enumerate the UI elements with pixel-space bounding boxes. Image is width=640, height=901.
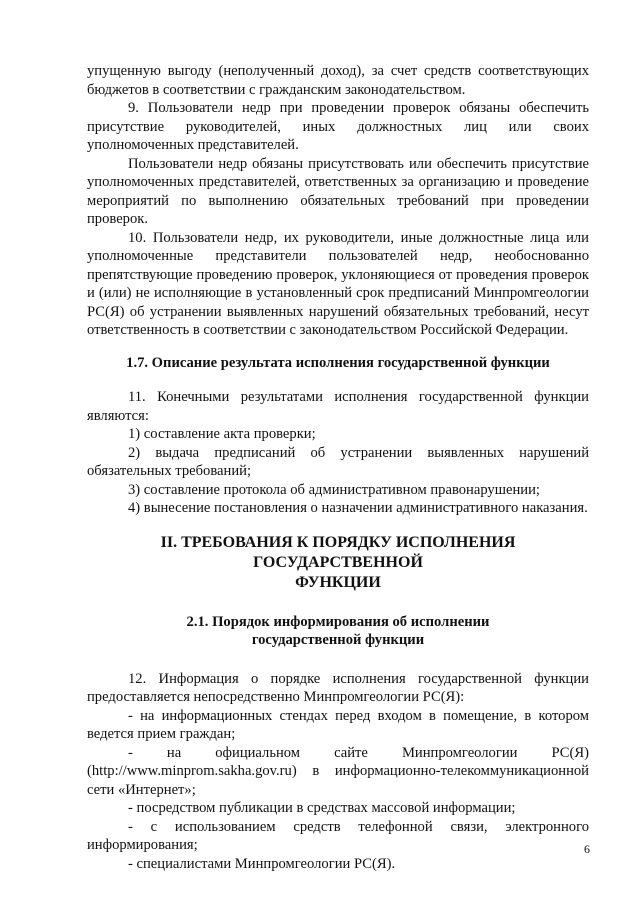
paragraph-12: 12. Информация о порядке исполнения государственной функции предоставляется непосредственно Минпромгеологии РС(Я): [87,670,589,705]
info-item-website: - на официальном сайте Минпромгеологии РС(Я) (http://www.minprom.sakha.gov.ru) в информационно-телекоммуникационной сети «Интернет»; [87,744,589,798]
info-item-specialists: - специалистами Минпромгеологии РС(Я). [128,855,396,872]
paragraph-11: 11. Конечными результатами исполнения государственной функции являются: [87,389,589,424]
info-item-stands: - на информационных стендах перед входом в помещение, в котором ведется прием граждан; [87,707,589,742]
result-item-1: 1) составление акта проверки; [128,426,316,442]
paragraph-presence: Пользователи недр обязаны присутствовать или обеспечить присутствие уполномоченных представителей, ответственных за организацию и проведение мероприятий по выполнению обязательных требований при проведении проверок. [87,155,589,227]
paragraph-lost-profit: упущенную выгоду (неполученный доход), за счет средств соответствующих бюджетов в соответствии с гражданским законодательством. [87,63,589,98]
info-item-phone: - с использованием средств телефонной связи, электронного информирования; [87,818,589,853]
section-2-heading [87,533,589,593]
paragraph-9: 9. Пользователи недр при проведении проверок обязаны обеспечить присутствие руководителей, иных должностных лиц или своих уполномоченных представителей. [87,100,589,153]
result-item-4: 4) вынесение постановления о назначении административного наказания. [128,500,588,516]
heading-2-1 [87,613,589,650]
section-2-heading-line1: II. ТРЕБОВАНИЯ К ПОРЯДКУ ИСПОЛНЕНИЯ ГОСУДАРСТВЕННОЙ [160,533,516,571]
result-item-3: 3) составление протокола об административном правонарушении; [128,481,540,498]
info-item-media: - посредством публикации в средствах массовой информации; [128,800,516,816]
heading-2-1-line1: 2.1. Порядок информирования об исполнении [186,613,490,630]
heading-1-7: 1.7. Описание результата исполнения государственной функции [126,354,550,371]
document-page [87,62,589,873]
page-number: 6 [584,842,590,856]
paragraph-10: 10. Пользователи недр, их руководители, иные должностные лица или уполномоченные представители пользователей недр, необоснованно препятствующие проведению проверок, уклоняющиеся от проведения проверок и (или) не исполняющие в установленный срок предписаний Минпромгеологии РС(Я) об устранении выявленных нарушений обязательных требований, несут ответственность в соответствии с законодательством Российской Федерации. [87,229,589,338]
section-2-heading-line2: ФУНКЦИИ [295,573,381,591]
heading-2-1-line2: государственной функции [251,632,425,648]
result-item-2: 2) выдача предписаний об устранении выявленных нарушений обязательных требований; [87,444,589,479]
